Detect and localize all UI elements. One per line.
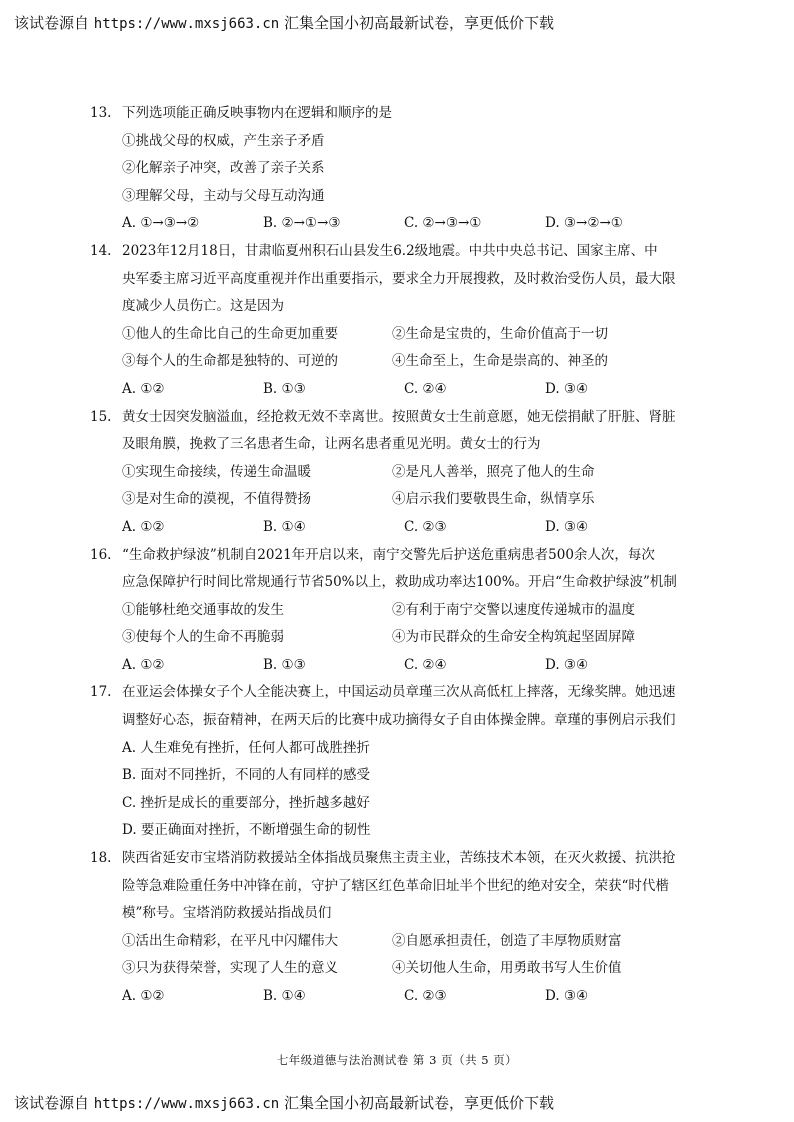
- statement-row: [122, 348, 697, 376]
- option-d: D. ③→②→①: [545, 215, 623, 232]
- option-d: D. ③④: [545, 988, 589, 1004]
- source-banner-bottom: [14, 1093, 784, 1114]
- option-a: A. 人生难免有挫折，任何人都可战胜挫折: [122, 739, 370, 756]
- answer-options: [122, 376, 697, 404]
- option-a: A. ①→③→②: [122, 215, 200, 232]
- option-d: D. ③④: [545, 518, 589, 535]
- page-footer: 七年级道德与法治测试卷 第 3 页（共 5 页）: [276, 1053, 518, 1067]
- answer-options: [122, 210, 697, 238]
- banner-prefix: 该试卷源自: [14, 14, 94, 32]
- statement: ②有利于南宁交警以速度传递城市的温度: [392, 601, 635, 618]
- question-stem-line: 下列选项能正确反映事物内在逻辑和顺序的是: [122, 105, 392, 121]
- question-number: 14.: [90, 242, 112, 259]
- question-17: [92, 679, 697, 845]
- answer-options: [122, 514, 697, 542]
- option-b: B. 面对不同挫折，不同的人有同样的感受: [122, 767, 371, 784]
- question-15: [92, 404, 697, 542]
- source-banner-top: [14, 13, 784, 34]
- statement: ①实现生命接续，传递生命温暖: [122, 463, 311, 480]
- option-c: C. ②④: [404, 656, 447, 673]
- option-c: C. ②③: [404, 518, 447, 535]
- statement: ②是凡人善举，照亮了他人的生命: [392, 463, 595, 480]
- question-13: [92, 100, 697, 238]
- option-d: D. ③④: [545, 656, 589, 673]
- statement: ②自愿承担责任，创造了丰厚物质财富: [392, 932, 622, 949]
- question-number: 15.: [90, 408, 112, 425]
- statement: ④启示我们要敬畏生命，纵情享乐: [392, 491, 595, 508]
- statement-row: [122, 624, 697, 652]
- statement: ②化解亲子冲突，改善了亲子关系: [122, 160, 325, 177]
- question-18: [92, 845, 697, 1011]
- answer-options: [122, 983, 697, 1011]
- option-c: C. ②→③→①: [404, 215, 482, 232]
- option-a: A. ①②: [122, 380, 165, 397]
- banner-suffix: 汇集全国小初高最新试卷，享更低价下载: [279, 1094, 554, 1112]
- statement: ①挑战父母的权威，产生亲子矛盾: [122, 132, 325, 149]
- statement: ③每个人的生命都是独特的、可逆的: [122, 353, 338, 370]
- question-stem-line: 陕西省延安市宝塔消防救援站全体指战员聚焦主责主业，苦练技术本领，在灭火救援、抗洪抢: [122, 850, 676, 867]
- question-list: [92, 100, 697, 1011]
- statement-row: [122, 928, 697, 956]
- question-14: [92, 238, 697, 404]
- option-a: A. ①②: [122, 656, 165, 673]
- statement: ③是对生命的漠视，不值得赞扬: [122, 491, 311, 508]
- question-stem-line: 应急保障护行时间比常规通行节省50%以上，救助成功率达100%。开启“生命救护绿波”机制: [122, 574, 677, 591]
- option-c: C. ②④: [404, 380, 447, 397]
- question-stem-line: 模”称号。宝塔消防救援站指战员们: [122, 905, 332, 922]
- question-number: 16.: [90, 546, 112, 563]
- question-number: 18.: [90, 850, 112, 867]
- option-c: C. 挫折是成长的重要部分，挫折越多越好: [122, 794, 370, 811]
- question-stem-line: “生命救护绿波”机制自2021年开启以来，南宁交警先后护送危重病患者500余人次，每次: [122, 546, 655, 563]
- statement-row: [122, 486, 697, 514]
- question-stem-line: 调整好心态，振奋精神，在两天后的比赛中成功摘得女子自由体操金牌。章瑾的事例启示我们: [122, 712, 676, 729]
- banner-url[interactable]: https://www.mxsj663.cn: [93, 1096, 280, 1112]
- question-stem-line: 黄女士因突发脑溢血，经抢救无效不幸离世。按照黄女士生前意愿，她无偿捐献了肝脏、肾脏: [122, 408, 676, 425]
- option-b: B. ②→①→③: [263, 215, 341, 232]
- option-b: B. ①③: [263, 656, 306, 673]
- statement: ①能够杜绝交通事故的发生: [122, 601, 284, 618]
- question-number: 13.: [90, 105, 112, 121]
- statement: ④生命至上，生命是崇高的、神圣的: [392, 353, 608, 370]
- question-stem-line: 在亚运会体操女子个人全能决赛上，中国运动员章瑾三次从高低杠上摔落，无缘奖牌。她迅速: [122, 684, 676, 701]
- option-c: C. ②③: [404, 988, 447, 1004]
- statement-row: [122, 459, 697, 487]
- question-stem-line: 2023年12月18日，甘肃临夏州积石山县发生6.2级地震。中共中央总书记、国家主席、中: [122, 242, 658, 259]
- statement-row: [122, 955, 697, 983]
- question-stem-line: 险等急难险重任务中冲锋在前，守护了辖区红色革命旧址半个世纪的绝对安全，荣获“时代楷: [122, 877, 669, 894]
- banner-prefix: 该试卷源自: [14, 1094, 94, 1112]
- banner-suffix: 汇集全国小初高最新试卷，享更低价下载: [279, 14, 554, 32]
- statement: ③使每个人的生命不再脆弱: [122, 629, 284, 646]
- option-b: B. ①④: [263, 518, 306, 535]
- option-a: A. ①②: [122, 518, 165, 535]
- statement: ①活出生命精彩，在平凡中闪耀伟大: [122, 932, 338, 949]
- question-number: 17.: [90, 684, 112, 701]
- question-stem-line: 度减少人员伤亡。这是因为: [122, 298, 284, 315]
- question-16: [92, 542, 697, 680]
- statement: ②生命是宝贵的，生命价值高于一切: [392, 325, 608, 342]
- statement: ④为市民群众的生命安全构筑起坚固屏障: [392, 629, 635, 646]
- option-d: D. ③④: [545, 380, 589, 397]
- banner-url[interactable]: https://www.mxsj663.cn: [93, 16, 280, 32]
- statement-row: [122, 597, 697, 625]
- statement: ④关切他人生命，用勇敢书写人生价值: [392, 960, 622, 977]
- option-b: B. ①③: [263, 380, 306, 397]
- question-stem-line: 央军委主席习近平高度重视并作出重要指示，要求全力开展搜救，及时救治受伤人员，最大限: [122, 270, 676, 287]
- question-stem-line: 及眼角膜，挽救了三名患者生命，让两名患者重见光明。黄女士的行为: [122, 436, 541, 453]
- statement-row: [122, 321, 697, 349]
- option-a: A. ①②: [122, 988, 165, 1004]
- option-d: D. 要正确面对挫折，不断增强生命的韧性: [122, 822, 371, 839]
- option-b: B. ①④: [263, 988, 306, 1004]
- statement: ③理解父母，主动与父母互动沟通: [122, 187, 325, 204]
- statement: ①他人的生命比自己的生命更加重要: [122, 325, 338, 342]
- statement: ③只为获得荣誉，实现了人生的意义: [122, 960, 338, 977]
- answer-options: [122, 652, 697, 680]
